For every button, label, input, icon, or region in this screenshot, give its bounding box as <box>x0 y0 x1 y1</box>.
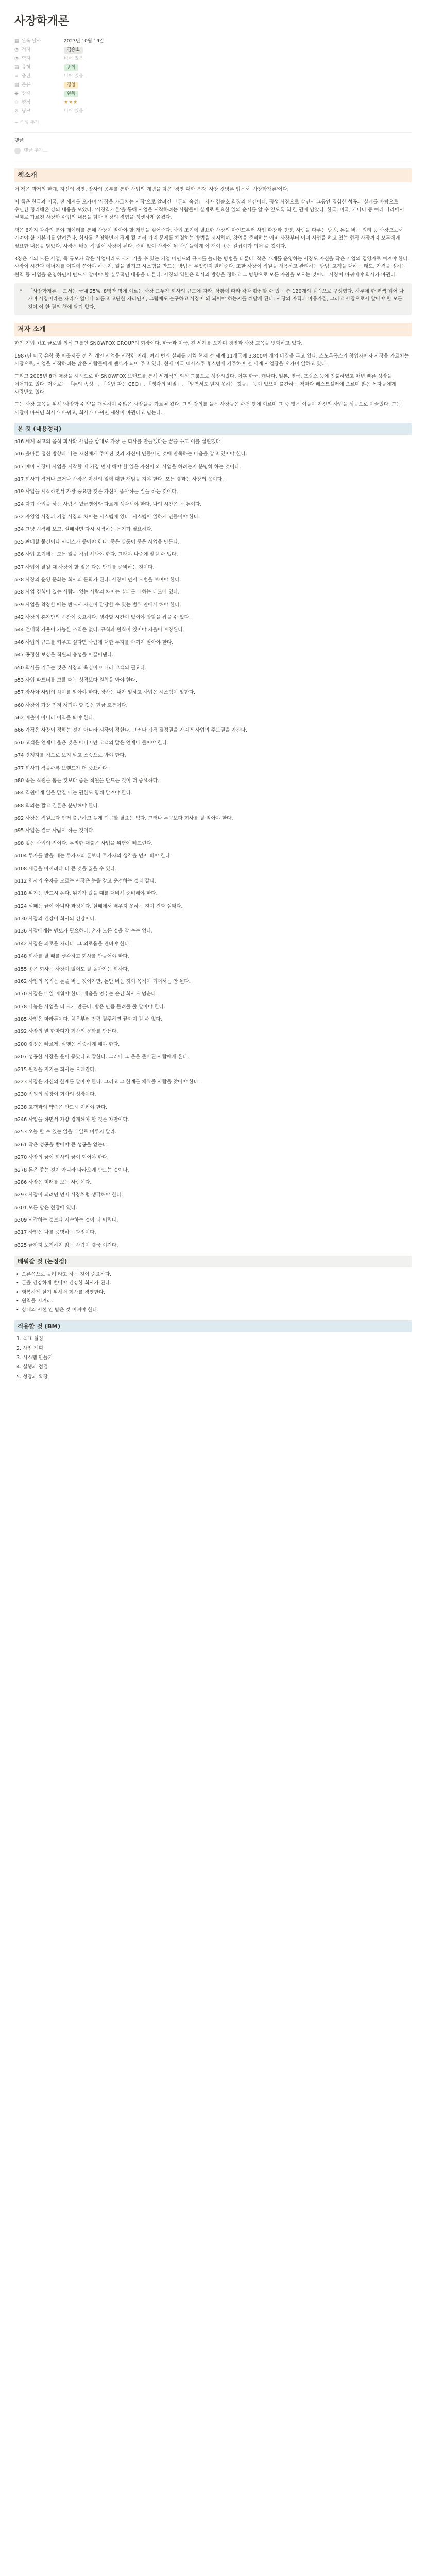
property-tag: 완독 <box>64 91 78 97</box>
property-key <box>14 90 64 98</box>
property-key <box>14 81 64 89</box>
property-key <box>14 73 64 80</box>
property-key-label: 저자 <box>22 47 31 53</box>
note-paragraph: p192 사장의 말 한마디가 회사의 문화를 만든다. <box>14 1029 118 1035</box>
comment-input[interactable] <box>14 146 412 156</box>
person-icon: ◔ <box>14 47 19 53</box>
note-paragraph: p17 회사가 작거나 크거나 사장은 자신의 일에 대한 책임을 져야 한다. 모든 결과는 사장의 몫이다. <box>14 476 224 482</box>
link-icon: ⊘ <box>14 108 19 114</box>
property-row[interactable] <box>14 90 412 98</box>
note-paragraph: p170 사장은 매일 배워야 한다. 배움을 멈추는 순간 회사도 멈춘다. <box>14 991 158 997</box>
note-paragraph: p34 그냥 시작해 보고, 실패하면 다시 시작하는 용기가 필요하다. <box>14 527 153 533</box>
property-text: 2023년 10월 19일 <box>64 38 104 44</box>
property-tag: 종이 <box>64 64 78 71</box>
note-paragraph: p155 좋은 회사는 사장이 없어도 잘 돌아가는 회사다. <box>14 966 129 972</box>
lesson-item: • 돈을 건강하게 벌어야 건강한 회사가 된다. <box>14 1279 412 1287</box>
property-key-label: 유형 <box>22 64 31 70</box>
note-paragraph: p118 위기는 반드시 온다. 위기가 왔을 때를 대비해 준비해야 한다. <box>14 891 158 897</box>
note-paragraph: p261 작은 성공을 쌓아야 큰 성공을 얻는다. <box>14 1142 109 1148</box>
property-key <box>14 108 64 115</box>
author-paragraph: 그리고 2005년 8개 매장을 시작으로 한 SNOWFOX 브랜드를 통해 세계적인 외식 그룹으로 성장시켰다. 이후 한국, 캐나다, 일본, 영국, 프랑스 등에 진출하였고 매년 빠른 성장을 이어가고 있다. 저서로는 「돈의 속성」, 「김밥 파는 CEO」, 「생각의 비밀」, 「알면서도 알지 못하는 것들」 등이 있으며 출간하는 책마다 베스트셀러에 오르며 많은 독자들에게 사랑받고 있다. <box>14 374 396 396</box>
property-value[interactable] <box>64 73 83 80</box>
property-key-label: 분류 <box>22 82 31 88</box>
list-icon: ◉ <box>14 91 19 96</box>
page-title: 사장학개론 <box>14 15 70 28</box>
apply-item: 4. 실행과 점검 <box>16 1364 48 1370</box>
note-paragraph: p130 사장의 건강이 회사의 건강이다. <box>14 916 96 922</box>
note-paragraph: p108 세금을 아끼려다 더 큰 것을 잃을 수 있다. <box>14 866 117 872</box>
note-paragraph: p148 회사를 팔 때를 생각하고 회사를 만들어야 한다. <box>14 954 129 960</box>
section-heading-apply: 적용할 것 (BM) <box>14 1320 412 1332</box>
property-row[interactable] <box>14 63 412 72</box>
section-heading-intro: 책소개 <box>14 168 412 182</box>
note-paragraph: p301 모든 답은 현장에 있다. <box>14 1205 77 1211</box>
note-paragraph: p136 사장에게는 멘토가 필요하다. 혼자 모든 것을 알 수는 없다. <box>14 928 153 935</box>
note-paragraph: p270 사장의 꿈이 회사의 꿈이 되어야 한다. <box>14 1155 109 1161</box>
note-paragraph: p92 사장은 직원보다 먼저 출근하고 늦게 퇴근할 필요는 없다. 그러나 누구보다 회사를 잘 알아야 한다. <box>14 816 233 822</box>
note-paragraph: p37 사업이 잘될 때 사장이 할 일은 다음 단계를 준비하는 것이다. <box>14 564 155 570</box>
property-key-label: 평점 <box>22 99 31 105</box>
note-paragraph: p246 사업을 하면서 가장 경계해야 할 것은 자만이다. <box>14 1117 129 1123</box>
apply-list <box>14 1335 412 1381</box>
property-row[interactable] <box>14 37 412 46</box>
section-heading-notes: 본 것 (내용정리) <box>14 423 412 435</box>
note-paragraph: p16 올바른 정신 방향과 나는 자신에게 주어진 것과 자신이 만들어낸 것에 만족하는 마음을 알고 있어야 한다. <box>14 451 247 457</box>
apply-item: 1. 목표 설정 <box>16 1336 43 1342</box>
rating-stars: ★★★ <box>64 99 78 105</box>
note-paragraph: p112 회사의 숫자를 모르는 사장은 눈을 감고 운전하는 것과 같다. <box>14 878 156 884</box>
lesson-item: • 오른쪽으로 돌려 라고 하는 것이 중요하다. <box>14 1270 412 1278</box>
property-key <box>14 46 64 54</box>
book-icon: ≡ <box>14 73 19 79</box>
note-paragraph: p77 회사가 작을수록 브랜드가 더 중요하다. <box>14 765 109 771</box>
property-row[interactable] <box>14 81 412 90</box>
intro-paragraph: 이 책은 과거의 한계, 자신의 경영, 장사의 공부를 통한 사업의 개념을 담은 '경영 대학 특강' 사장 경영론 입문서 '사장학개론'이다. <box>14 187 289 193</box>
tag-icon: ▤ <box>14 82 19 88</box>
note-paragraph: p16 세계 최고의 음식 회사와 사업을 상대로 가장 큰 회사를 만들겠다는 꿈을 꾸고 이를 실현했다. <box>14 438 222 445</box>
note-paragraph: p17 예비 사장이 사업을 시작할 때 가장 먼저 해야 할 일은 자신이 왜 사업을 하려는지 분명히 하는 것이다. <box>14 464 241 470</box>
note-paragraph: p178 나눔은 사업을 더 크게 만든다. 받은 만큼 돌려줄 줄 알아야 한다. <box>14 1004 165 1010</box>
property-key-label: 출판 <box>22 73 31 79</box>
note-paragraph: p57 장사와 사업의 차이를 알아야 한다. 장사는 내가 일하고 사업은 시스템이 일한다. <box>14 690 196 696</box>
note-paragraph: p215 원칙을 지키는 회사는 오래간다. <box>14 1066 96 1073</box>
intro-paragraph: 책은 6가지 각각의 분야 데이터를 통해 사장이 알아야 할 개념을 짚어준다. 사업 초기에 필요한 사장의 마인드부터 사업 확장과 경영, 사람을 다루는 방법, 돈을 버는 원리 등 사장으로서 가져야 할 기본기를 알려준다. 회사를 운영하면서 겪게 될 여러 가지 문제를 해결하는 방법을 제시하며, 창업을 준비하는 예비 사장부터 이미 사업을 하고 있는 현직 사장까지 모두에게 필요한 내용을 담았다. 사장은 배운 적 없이 사장이 된다. 준비 없이 사장이 된 사람들에게 이 책이 좋은 길잡이가 되어 줄 것이다. <box>14 227 403 249</box>
star-icon: ☆ <box>14 99 19 105</box>
note-paragraph: p293 사장이 되려면 먼저 사장처럼 생각해야 한다. <box>14 1192 123 1198</box>
property-value[interactable] <box>64 46 85 54</box>
apply-item: 2. 사업 계획 <box>16 1345 43 1351</box>
property-row[interactable] <box>14 98 412 107</box>
note-paragraph: p46 사업의 규모를 키우고 싶다면 사람에 대한 투자를 아끼지 말아야 한다. <box>14 639 174 646</box>
property-key <box>14 55 64 63</box>
property-key <box>14 64 64 72</box>
property-key-label: 상태 <box>22 91 31 96</box>
quote-icon: ❝ <box>20 289 23 294</box>
note-paragraph: p162 사업의 목적은 돈을 버는 것이지만, 돈만 버는 것이 목적이 되어서는 안 된다. <box>14 978 191 985</box>
note-paragraph: p207 성공한 사장은 운이 좋았다고 말한다. 그러나 그 운은 준비된 사람에게 온다. <box>14 1054 189 1060</box>
note-paragraph: p185 사업은 마라톤이다. 처음부터 전력 질주하면 끝까지 갈 수 없다. <box>14 1016 162 1023</box>
note-paragraph: p98 빚은 사업의 적이다. 무리한 대출은 사업을 위험에 빠뜨린다. <box>14 840 153 846</box>
note-paragraph: p253 오늘 할 수 있는 일을 내일로 미루지 말라. <box>14 1129 117 1136</box>
note-paragraph: p286 사장은 미래를 보는 사람이다. <box>14 1179 92 1185</box>
property-row[interactable] <box>14 72 412 81</box>
property-tag: 김승호 <box>64 47 83 54</box>
note-paragraph: p309 시작하는 것보다 지속하는 것이 더 어렵다. <box>14 1217 118 1224</box>
lesson-item: • 원칙을 지켜라. <box>14 1297 412 1305</box>
note-paragraph: p38 사업 경험이 있는 사람과 없는 사람의 차이는 실패를 대하는 태도에 있다. <box>14 589 180 596</box>
section-heading-lessons: 배워갈 것 (논점정) <box>14 1256 412 1267</box>
intro-callout <box>14 283 412 315</box>
property-value[interactable] <box>64 38 104 45</box>
note-paragraph: p38 사장의 운영 문화는 회사의 문화가 된다. 사장이 먼저 모범을 보여야 한다. <box>14 577 181 583</box>
avatar <box>14 148 21 154</box>
property-row[interactable] <box>14 55 412 63</box>
property-row[interactable] <box>14 46 412 55</box>
property-value[interactable] <box>64 90 80 98</box>
property-key-label: 완독 날짜 <box>22 38 41 44</box>
note-paragraph: p47 공정한 보상은 직원의 충성을 이끌어낸다. <box>14 652 114 658</box>
note-paragraph: p39 사업을 확장할 때는 반드시 자신이 감당할 수 있는 범위 안에서 해야 한다. <box>14 602 181 608</box>
property-key-label: 링크 <box>22 108 31 114</box>
comments-label: 댓글 <box>14 138 24 143</box>
note-paragraph: p142 사장은 외로운 자리다. 그 외로움을 견뎌야 한다. <box>14 941 131 947</box>
note-paragraph: p317 사업은 나를 증명하는 과정이다. <box>14 1230 96 1236</box>
divider <box>14 132 412 133</box>
property-value[interactable] <box>64 55 83 63</box>
property-key-label: 역자 <box>22 56 31 61</box>
note-paragraph: p32 자영업 사장과 기업 사장의 차이는 시스템에 있다. 시스템이 일하게 만들어야 한다. <box>14 514 200 520</box>
add-property-button[interactable]: + 속성 추가 <box>14 120 40 125</box>
lessons-list <box>14 1270 412 1314</box>
property-value[interactable] <box>64 108 83 115</box>
note-paragraph: p70 고객은 언제나 옳은 것은 아니지만 고객의 말은 언제나 들어야 한다. <box>14 740 169 746</box>
note-paragraph: p124 실패는 끝이 아니라 과정이다. 실패에서 배우지 못하는 것이 진짜 실패다. <box>14 903 183 909</box>
intro-paragraph: 이 책은 한국과 미국, 전 세계를 오가며 '사장을 가르치는 사장'으로 알려진 「돈의 속성」 저자 김승호 회장의 신간이다. 평생 사장으로 살면서 그동안 경험한 성공과 실패를 바탕으로 수년간 정리해온 강의 내용을 모았다. '사장학개론'을 통해 사업을 시작하려는 사람들이 실제로 필요한 일의 순서를 알 수 있도록 책 한 권에 담았다. 한국, 미국, 캐나다 등 여러 나라에서 실제로 가르친 사장학 수업의 내용을 담아 현장의 경험을 생생하게 옮겼다. <box>14 199 404 221</box>
note-paragraph: p325 끝까지 포기하지 않는 사람이 결국 이긴다. <box>14 1242 118 1248</box>
property-empty: 비어 있음 <box>64 73 83 79</box>
apply-item: 5. 성장과 확장 <box>16 1374 48 1380</box>
property-value[interactable] <box>64 64 80 72</box>
note-paragraph: p66 가격은 사장이 정하는 것이 아니라 시장이 정한다. 그러나 가격 결정권을 가지면 사업의 주도권을 가진다. <box>14 727 247 734</box>
property-tag: 경영 <box>64 82 78 89</box>
note-paragraph: p36 사업 초기에는 모든 일을 직접 해봐야 한다. 그래야 나중에 맡길 수 있다. <box>14 552 178 558</box>
calendar-icon: ▦ <box>14 38 19 44</box>
notes-list <box>14 438 412 1249</box>
note-paragraph: p84 직원에게 일을 맡길 때는 권한도 함께 맡겨야 한다. <box>14 790 132 796</box>
author-paragraph: 그는 사장 교육을 위해 '사장학 수업'을 개설하여 수많은 사장들을 가르쳐 왔다. 그의 강의를 들은 사장들은 수천 명에 이르며 그 중 많은 이들이 자신의 사업을 성공으로 이끌었다. 그는 사장이 바뀌면 회사가 바뀌고, 회사가 바뀌면 세상이 바뀐다고 믿는다. <box>14 402 401 416</box>
note-paragraph: p238 고객과의 약속은 반드시 지켜야 한다. <box>14 1104 107 1110</box>
tag-icon: ▤ <box>14 64 19 70</box>
property-empty: 비어 있음 <box>64 108 83 114</box>
section-heading-author: 저자 소개 <box>14 323 412 336</box>
note-paragraph: p53 사업 파트너를 고를 때는 성격보다 원칙을 봐야 한다. <box>14 677 138 683</box>
property-value[interactable] <box>64 99 78 107</box>
note-paragraph: p80 좋은 직원을 뽑는 것보다 좋은 직원을 만드는 것이 더 중요하다. <box>14 777 159 784</box>
person-icon: ◔ <box>14 56 19 61</box>
author-paragraph: 1987년 미국 유학 중 이곳저곳 전 직 개인 사업을 시작한 이래, 여러 번의 실패를 거쳐 현재 전 세계 11개국에 3,800여 개의 매장을 두고 있다. 스노우폭스의 창업자이자 사장을 가르치는 사장으로, 사업을 시작하려는 많은 사람들에게 멘토가 되어 주고 있다. 현재 미국 텍사스주 휴스턴에 거주하며 전 세계 사업장을 오가며 일하고 있다. <box>14 353 409 367</box>
note-paragraph: p50 회사를 키우는 것은 사장의 욕심이 아니라 고객의 필요다. <box>14 665 147 671</box>
property-key <box>14 99 64 107</box>
note-paragraph: p230 직원의 성장이 회사의 성장이다. <box>14 1092 96 1098</box>
note-paragraph: p104 투자를 받을 때는 투자자의 돈보다 투자자의 생각을 먼저 봐야 한다. <box>14 853 172 859</box>
apply-item: 3. 시스템 만들기 <box>16 1355 53 1361</box>
property-row[interactable] <box>14 107 412 116</box>
note-paragraph: p62 매출이 아니라 이익을 봐야 한다. <box>14 715 95 721</box>
lesson-item: • 행복하게 살기 위해서 회사를 경영한다. <box>14 1289 412 1296</box>
note-paragraph: p24 자기 사업을 하는 사람은 월급쟁이와 다르게 생각해야 한다. 나의 시간은 곧 돈이다. <box>14 501 202 507</box>
intro-paragraph: 3장은 거의 모든 사업, 즉 규모가 작은 사업이라도 크게 키울 수 있는 기업 마인드와 규모를 늘리는 방법을 다룬다. 작은 가게를 운영하는 사장도 자신을 작은 기업의 경영자로 여겨야 한다. 사장이 시간과 에너지를 어디에 쏟아야 하는지, 일을 맡기고 시스템을 만드는 방법은 무엇인지 알려준다. 또한 사장이 직원을 채용하고 관리하는 방법, 고객을 대하는 태도, 가격을 정하는 원칙 등 사업을 운영하면서 반드시 알아야 할 실무적인 내용을 다룬다. 사장의 역할은 회사의 방향을 정하고 그 방향으로 모든 자원을 모으는 것이다. 사장이 바뀌어야 회사가 바뀐다. <box>14 256 410 278</box>
comment-placeholder: 댓글 추가... <box>24 148 48 154</box>
note-paragraph: p95 사업은 결국 사람이 하는 것이다. <box>14 828 95 834</box>
note-paragraph: p200 결정은 빠르게, 실행은 신중하게 해야 한다. <box>14 1041 120 1047</box>
note-paragraph: p42 사장의 혼자만의 시간이 중요하다. 생각할 시간이 있어야 방향을 잡을 수 있다. <box>14 615 191 621</box>
note-paragraph: p88 회의는 짧고 결론은 분명해야 한다. <box>14 803 99 809</box>
callout-text: 「사장학개론」 도서는 국내 25%, 8백만 명에 이르는 사장 모두가 회사의 규모에 따라, 상황에 따라 각각 활용할 수 있는 총 120개의 칼럼으로 구성했다. 하루에 한 편씩 읽어 나가며 사장이라는 자리가 얼마나 외롭고 고단한 자리인지, 그럼에도 불구하고 사장이 왜 되어야 하는지를 깨닫게 된다. 사장의 자격과 마음가짐, 그리고 사장으로서 알아야 할 모든 것이 이 한 권의 책에 담겨 있다. <box>28 289 404 310</box>
note-paragraph: p35 판매할 물건이나 서비스가 좋아야 한다. 좋은 상품이 좋은 사업을 만든다. <box>14 539 180 545</box>
note-paragraph: p60 사장이 가장 먼저 챙겨야 할 것은 현금 흐름이다. <box>14 702 128 708</box>
lesson-item: • 상대의 시선 안 받은 것 이겨야 한다. <box>14 1306 412 1314</box>
note-paragraph: p19 사업을 시작하면서 가장 중요한 것은 자신이 좋아하는 일을 하는 것이다. <box>14 489 178 495</box>
property-list <box>14 37 412 116</box>
author-paragraph: 한인 기업 최초 글로벌 외식 그룹인 SNOWFOX GROUP의 회장이다. 한국과 미국, 전 세계를 오가며 경영과 사장 교육을 병행하고 있다. <box>14 341 303 347</box>
property-empty: 비어 있음 <box>64 56 83 61</box>
note-paragraph: p223 사장은 자신의 한계를 알아야 한다. 그리고 그 한계를 채워줄 사람을 찾아야 한다. <box>14 1079 200 1085</box>
note-paragraph: p278 돈은 좇는 것이 아니라 따라오게 만드는 것이다. <box>14 1167 129 1173</box>
note-paragraph: p44 절대적 자율이 가능한 조직은 없다. 규칙과 원칙이 있어야 자율이 보장된다. <box>14 627 184 633</box>
note-paragraph: p74 경쟁자를 적으로 보지 말고 스승으로 봐야 한다. <box>14 753 126 759</box>
property-key <box>14 38 64 45</box>
property-value[interactable] <box>64 81 80 89</box>
